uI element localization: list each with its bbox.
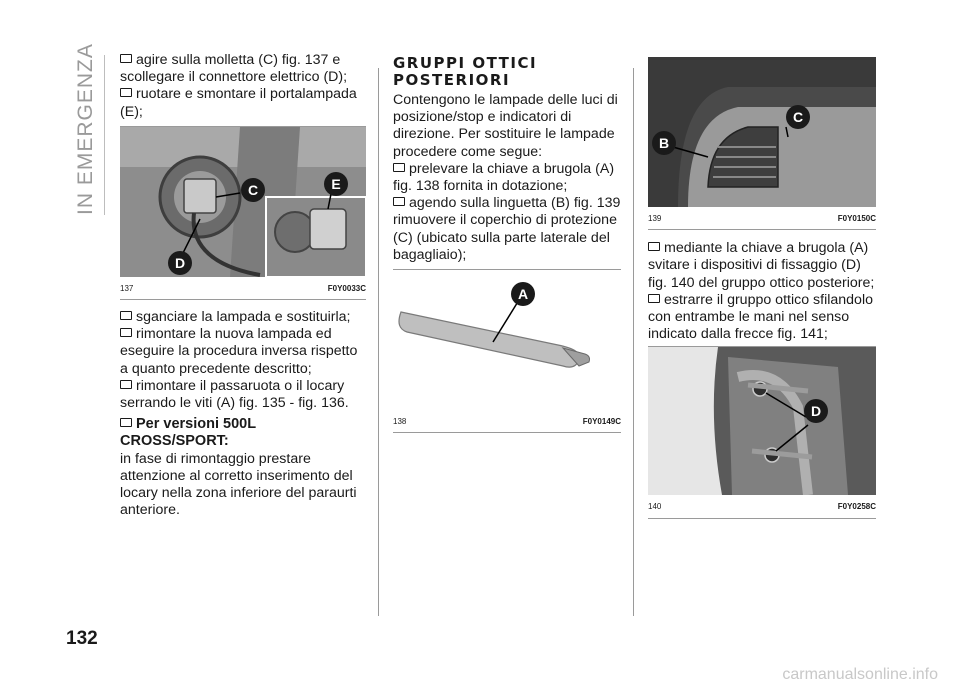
figure-caption xyxy=(648,498,876,515)
figure-label: D xyxy=(174,254,186,271)
figure-label: B xyxy=(658,135,670,151)
figure-140-image xyxy=(648,347,876,495)
figure-label: E xyxy=(331,175,341,192)
step-paragraph: rimontare il passaruota o il locary serrando le viti (A) fig. 135 - fig. 136. xyxy=(120,377,349,412)
figure-label: D xyxy=(810,403,822,420)
checkbox-bullet-icon xyxy=(120,88,132,97)
step-paragraph: mediante la chiave a brugola (A) svitare i dispositivi di fissaggio (D) fig. 140 del gruppo ottico posteriore; xyxy=(648,240,875,291)
step-paragraph: ruotare e smontare il portalampada (E); xyxy=(120,86,357,120)
figure-number: 139 xyxy=(648,214,662,223)
column-divider-1 xyxy=(378,68,379,616)
step-paragraph: rimontare la nuova lampada ed eseguire la procedura inversa rispetto a quanto precedente descritto; xyxy=(120,326,358,377)
step-paragraph: estrarre il gruppo ottico sfilandolo con entrambe le mani nel senso indicato dalla frecce fig. 141; xyxy=(648,291,873,343)
sub-heading: Per versioni 500L CROSS/SPORT: xyxy=(120,416,256,450)
figure-caption xyxy=(120,280,366,297)
checkbox-bullet-icon xyxy=(393,197,405,206)
step-paragraph: agire sulla molletta (C) fig. 137 e scollegare il connettore elettrico (D); xyxy=(120,52,348,86)
figure-137 xyxy=(120,126,366,300)
figure-label: C xyxy=(247,181,259,198)
checkbox-bullet-icon xyxy=(120,380,132,389)
figure-rule xyxy=(648,229,876,230)
figure-caption xyxy=(393,413,621,430)
body-paragraph: in fase di rimontaggio prestare attenzione al corretto inserimento del locary nella zona inferiore del paraurti anteriore. xyxy=(120,450,357,519)
figure-code: F0Y0150C xyxy=(837,214,876,223)
figure-138 xyxy=(393,269,621,433)
figure-140 xyxy=(648,346,876,518)
section-title-rule xyxy=(104,55,105,215)
figure-label: C xyxy=(792,109,804,125)
figure-139 xyxy=(648,57,876,230)
section-title: IN EMERGENZA xyxy=(74,43,97,215)
checkbox-bullet-icon xyxy=(648,242,660,251)
figure-139-image xyxy=(648,57,876,207)
figure-code: F0Y0149C xyxy=(582,417,621,427)
checkbox-bullet-icon xyxy=(120,54,132,63)
checkbox-bullet-icon xyxy=(120,311,132,320)
figure-code: F0Y0258C xyxy=(837,502,876,512)
figure-label: A xyxy=(517,286,529,303)
figure-number: 138 xyxy=(393,417,407,427)
figure-rule xyxy=(648,518,876,519)
intro-paragraph: Contengono le lampade delle luci di posizione/stop e indicatori di direzione. Per sostituire le lampade procedere come segue: xyxy=(393,92,618,160)
column-divider-2 xyxy=(633,68,634,616)
step-paragraph: prelevare la chiave a brugola (A) fig. 138 fornita in dotazione; xyxy=(393,160,615,195)
column-2 xyxy=(393,55,621,433)
step-paragraph: sganciare la lampada e sostituirla; xyxy=(120,309,366,326)
figure-137-image xyxy=(120,127,366,277)
column-1 xyxy=(120,52,366,519)
checkbox-bullet-icon xyxy=(120,418,132,427)
checkbox-bullet-icon xyxy=(648,294,660,303)
figure-138-image xyxy=(393,270,621,410)
figure-number: 140 xyxy=(648,502,662,512)
figure-caption xyxy=(648,210,876,227)
checkbox-bullet-icon xyxy=(393,163,405,172)
page-number: 132 xyxy=(66,628,98,649)
step-paragraph: agendo sulla linguetta (B) fig. 139 rimuovere il coperchio di protezione (C) (ubicato sulla parte laterale del bagagliaio); xyxy=(393,195,621,263)
checkbox-bullet-icon xyxy=(120,328,132,337)
column-3 xyxy=(648,57,876,519)
footer-watermark[interactable]: carmanualsonline.info xyxy=(782,666,938,683)
figure-number: 137 xyxy=(120,283,134,293)
figure-code: F0Y0033C xyxy=(327,283,366,293)
figure-rule xyxy=(393,432,621,433)
section-heading: GRUPPI OTTICI POSTERIORI xyxy=(393,54,538,89)
figure-rule xyxy=(120,299,366,300)
